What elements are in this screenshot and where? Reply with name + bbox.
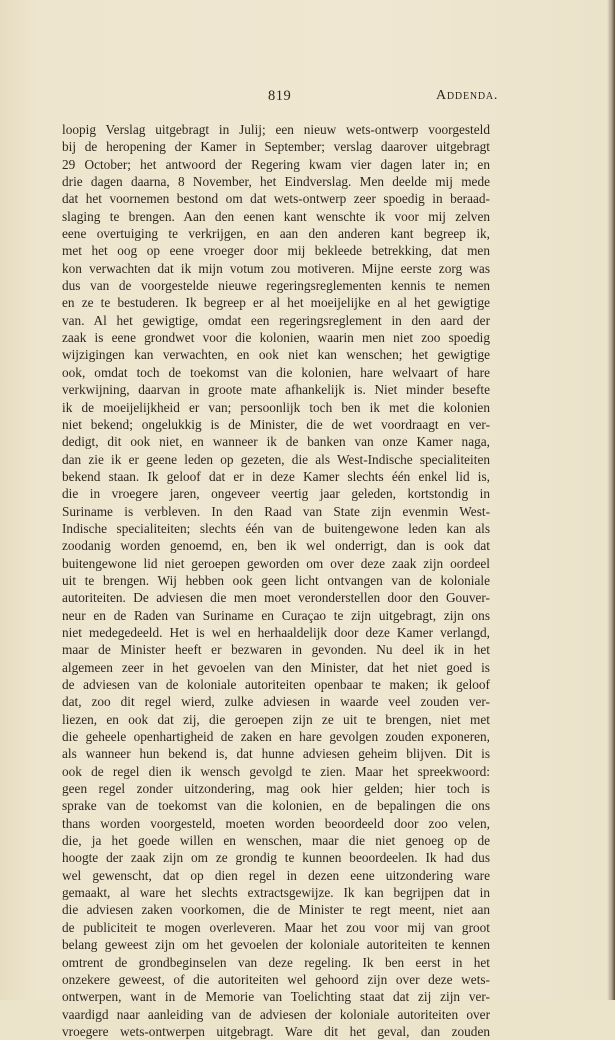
text-line: ook, omdat toch de toekomst van die kolonien, hare welvaart of hare [62,364,490,380]
text-line: dat, zoo dit regel wierd, zulke adviesen in waarde veel zouden ver- [62,694,490,710]
text-line: onzekere geweest, of die autoriteiten wel gehoord zijn over deze wets- [62,971,490,987]
text-line: 29 October; het antwoord der Regering kwam vier dagen later in; en [62,156,490,172]
text-line: die geheele openhartigheid de zaken en hare gevolgen zouden exponeren, [62,729,490,745]
text-line: hoogte der zaak zijn om ze grondig te kunnen beoordeelen. Ik had dus [62,850,490,866]
text-line: niet bekend; ongelukkig is de Minister, die de wet voordraagt en ver- [62,416,490,432]
text-line: loopig Verslag uitgebragt in Julij; een nieuw wets-ontwerp voorgesteld [62,122,490,137]
text-line: liezen, en ook dat zij, die geroepen zijn ze uit te brengen, niet met [62,711,490,727]
text-line: zoodanig worden genoemd, en, ben ik wel onderrigt, dan is ook dat [62,538,490,554]
text-line: die, ja het goede willen en wenschen, maar die niet genoeg op de [62,833,490,849]
text-line: dedigt, dit ook niet, en wanneer ik de banken van onze Kamer naga, [62,434,490,450]
text-line: van. Al het gewigtige, omdat een regeringsreglement in den aard der [62,312,490,328]
text-line: vaardigd naar aanleiding van de adviesen der koloniale autoriteiten over [62,1006,490,1022]
text-line: dan zie ik er geene leden op gezeten, die als West-Indische specialiteiten [62,451,490,467]
text-line: sprake van de toekomst van die kolonien, en de bepalingen die ons [62,798,490,814]
text-line: verkwijning, daarvan in groote mate afhankelijk is. Niet minder besefte [62,382,490,398]
page-edge-shadow [607,0,615,1000]
text-line: dus van de voorgestelde nieuwe regeringsreglementen kennis te nemen [62,278,490,294]
text-line: de adviesen van de koloniale autoriteiten openbaar te maken; ik geloof [62,677,490,692]
text-line: en ze te bestuderen. Ik begreep er al het moeijelijke en al het gewigtige [62,295,490,311]
text-line: Suriname is verbleven. In den Raad van State zijn evenmin West- [62,503,490,519]
text-line: ik de moeijelijkheid er van; persoonlijk toch ben ik met die kolonien [62,399,490,415]
text-line: vroegere wets-ontwerpen uitgebragt. Ware dit het geval, dan zouden [62,1023,490,1039]
page-number: 819 [268,88,292,104]
text-line: wijzigingen kan verwachten, en ook niet kan wenschen; het gewigtige [62,347,490,363]
text-line: slaging te brengen. Aan den eenen kant wenschte ik voor mij zelven [62,208,490,224]
body-text [62,121,490,1040]
text-line: die adviesen zaken voorkomen, die de Minister te regt meent, niet aan [62,902,490,918]
text-line: wel gewenscht, dat op dien regel in dezen eene uitzondering ware [62,867,490,883]
text-line: bekend staan. Ik geloof dat er in deze Kamer slechts één enkel lid is, [62,468,490,484]
text-line: autoriteiten. De adviesen die men moet veronderstellen door den Gouver- [62,590,490,606]
text-line: als wanneer hun bekend is, dat hunne adviesen geheim blijven. Dit is [62,746,490,762]
text-line: buitengewone lid niet geroepen geworden om over deze zaak zijn oordeel [62,555,490,571]
text-line: gemaakt, al ware het slechts extractsgewijze. Ik kan begrijpen dat in [62,885,490,901]
text-line: dat het voornemen bestond om dat wets-ontwerp zeer spoedig in beraad- [62,191,490,207]
text-line: omtrent de grondbeginselen van deze regeling. Ik ben eerst in het [62,954,490,970]
text-line: thans worden voorgesteld, moeten worden beoordeeld door zoo velen, [62,815,490,831]
running-head: Addenda. [436,88,499,103]
text-line: zaak is eene grondwet voor die kolonien, waarin men niet zoo spoedig [62,330,490,346]
text-line: Indische specialiteiten; slechts één van de buitengewone leden kan als [62,520,490,536]
text-line: niet medegedeeld. Het is wel en herhaaldelijk door deze Kamer verlangd, [62,624,490,640]
text-line: maar de Minister heeft er bezwaren in gevonden. Nu deel ik in het [62,642,490,658]
text-line: algemeen zeer in het gevoelen van den Minister, dat het niet goed is [62,659,490,675]
text-line: ook de regel dien ik wensch gevolgd te zien. Maar het spreekwoord: [62,763,490,779]
text-line: die in vroegere jaren, ongeveer veertig jaar geleden, kortstondig in [62,486,490,502]
text-line: uit te brengen. Wij hebben ook geen licht ontvangen van de koloniale [62,572,490,588]
text-line: kon verwachten dat ik mijn votum zou motiveren. Mijne eerste zorg was [62,260,490,276]
text-line: drie dagen daarna, 8 November, het Eindverslag. Men deelde mij mede [62,174,490,190]
text-line: eene overtuiging te verkrijgen, en aan den anderen kant begreep ik, [62,226,490,242]
text-line: belang geweest zijn om het gevoelen der koloniale autoriteiten te kennen [62,937,490,953]
text-line: geen regel zonder uitzondering, mag ook hier gelden; hier toch is [62,781,490,797]
text-line: neur en de Raden van Suriname en Curaçao te zijn uitgebragt, zijn ons [62,607,490,623]
text-line: bij de heropening der Kamer in September; verslag daarover uitgebragt [62,139,490,155]
page-header [0,88,615,108]
text-line: ontwerpen, want in de Memorie van Toelichting staat dat zij zijn ver- [62,989,490,1005]
text-line: de publiciteit te mogen overleveren. Maar het zou voor mij van groot [62,919,490,935]
text-line: met het oog op eene vroeger door mij bekleede betrekking, dat men [62,243,490,259]
